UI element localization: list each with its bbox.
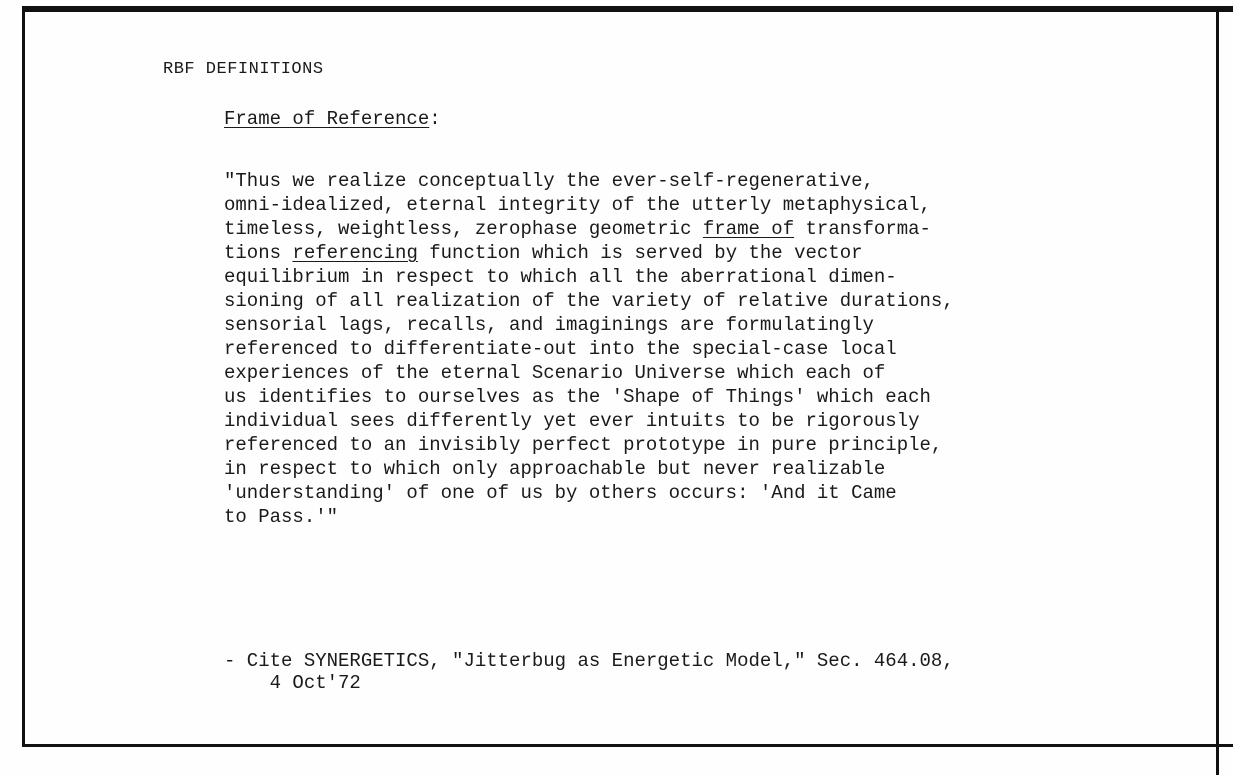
- quote-line: experiences of the eternal Scenario Universe which each of: [224, 362, 886, 384]
- quote-line: referenced to an invisibly perfect prototype in pure principle,: [224, 434, 943, 456]
- quote-line-text: timeless, weightless, zerophase geometric: [224, 218, 703, 240]
- citation: [224, 650, 954, 694]
- top-border-rule: [22, 6, 1233, 12]
- left-border-rule: [22, 6, 25, 746]
- citation-line-1: - Cite SYNERGETICS, "Jitterbug as Energetic Model," Sec. 464.08,: [224, 650, 954, 672]
- document-heading: RBF DEFINITIONS: [163, 60, 324, 79]
- quote-line: equilibrium in respect to which all the aberrational dimen-: [224, 266, 897, 288]
- quote-line-text: tions: [224, 242, 293, 264]
- quote-line: to Pass.'": [224, 506, 339, 528]
- bottom-border-rule: [22, 744, 1233, 747]
- quote-line: referenced to differentiate-out into the special-case local: [224, 338, 897, 360]
- quote-line: sensorial lags, recalls, and imaginings are formulatingly: [224, 314, 874, 336]
- quote-line: in respect to which only approachable but never realizable: [224, 458, 886, 480]
- quote-line: "Thus we realize conceptually the ever-self-regenerative,: [224, 170, 874, 192]
- quote-line: omni-idealized, eternal integrity of the utterly metaphysical,: [224, 194, 931, 216]
- quote-line: individual sees differently yet ever intuits to be rigorously: [224, 410, 920, 432]
- quote-line: us identifies to ourselves as the 'Shape of Things' which each: [224, 386, 931, 408]
- definition-term-text: Frame of Reference: [224, 108, 430, 130]
- quote-line: 'understanding' of one of us by others occurs: 'And it Came: [224, 482, 897, 504]
- quote-line: [224, 217, 1204, 241]
- quote-underlined-text: referencing: [292, 242, 418, 264]
- quote-line: [224, 241, 1204, 265]
- bottom-right-border-rule: [1219, 744, 1233, 747]
- quote-line: sioning of all realization of the variety of relative durations,: [224, 290, 954, 312]
- right-border-rule: [1216, 6, 1219, 775]
- quote-underlined-text: frame of: [702, 218, 795, 240]
- quote-line-text: function which is served by the vector: [417, 242, 863, 264]
- definition-term-colon: :: [429, 108, 441, 130]
- citation-line-2: 4 Oct'72: [224, 672, 361, 694]
- definition-term: [224, 108, 441, 130]
- definition-quote: [224, 169, 1204, 529]
- quote-line-text: transforma-: [794, 218, 931, 240]
